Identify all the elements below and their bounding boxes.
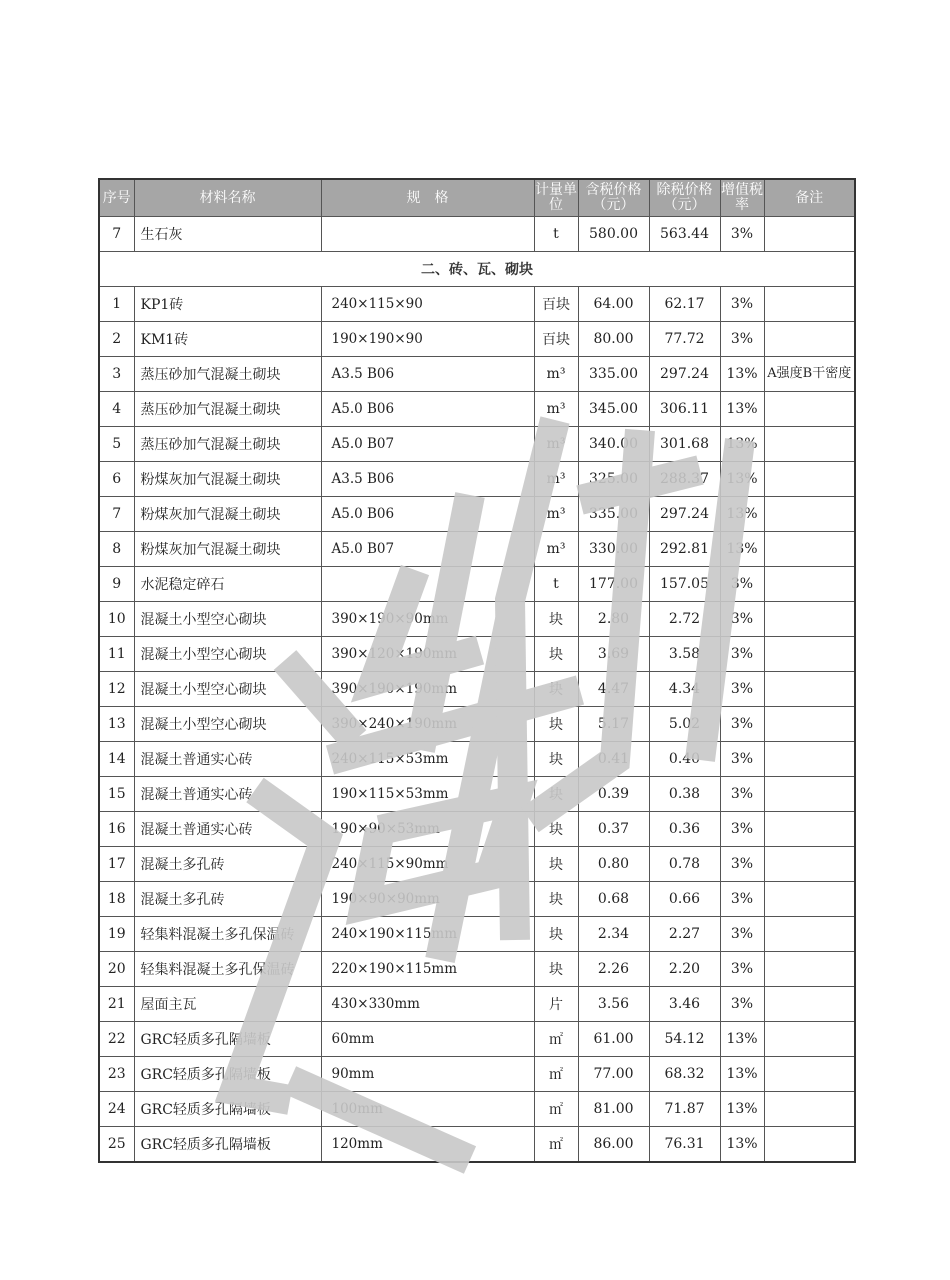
cell-rate: 3%: [720, 882, 764, 917]
table-row: [99, 847, 855, 882]
cell-spec: 90mm: [321, 1057, 534, 1092]
table-row: [99, 462, 855, 497]
cell-price-notax: 5.02: [649, 707, 720, 742]
cell-price-tax: 335.00: [578, 357, 649, 392]
cell-no: 19: [99, 917, 134, 952]
cell-no: 23: [99, 1057, 134, 1092]
cell-unit: m³: [534, 497, 578, 532]
cell-rate: 3%: [720, 672, 764, 707]
cell-spec: 240×115×90: [321, 287, 534, 322]
table-row: [99, 672, 855, 707]
cell-no: 11: [99, 637, 134, 672]
table-row: [99, 742, 855, 777]
cell-price-notax: 76.31: [649, 1127, 720, 1163]
cell-remark: [764, 1092, 855, 1127]
cell-remark: [764, 497, 855, 532]
cell-price-tax: 0.68: [578, 882, 649, 917]
header-price-notax: 除税价格（元）: [649, 179, 720, 217]
cell-price-tax: 177.00: [578, 567, 649, 602]
cell-spec: 240×190×115mm: [321, 917, 534, 952]
table-row: [99, 812, 855, 847]
cell-no: 16: [99, 812, 134, 847]
cell-spec: 390×120×190mm: [321, 637, 534, 672]
cell-unit: 块: [534, 707, 578, 742]
cell-no: 4: [99, 392, 134, 427]
cell-spec: 390×190×190mm: [321, 672, 534, 707]
cell-remark: [764, 567, 855, 602]
cell-spec: 190×90×53mm: [321, 812, 534, 847]
cell-spec: A3.5 B06: [321, 462, 534, 497]
cell-price-notax: 2.27: [649, 917, 720, 952]
cell-unit: m³: [534, 532, 578, 567]
cell-unit: 块: [534, 777, 578, 812]
cell-price-tax: 61.00: [578, 1022, 649, 1057]
header-name: 材料名称: [134, 179, 321, 217]
cell-price-tax: 5.17: [578, 707, 649, 742]
cell-no: 14: [99, 742, 134, 777]
cell-rate: 3%: [720, 777, 764, 812]
cell-price-notax: 2.20: [649, 952, 720, 987]
header-price-tax: 含税价格（元）: [578, 179, 649, 217]
cell-no: 20: [99, 952, 134, 987]
table-row: [99, 392, 855, 427]
cell-no: 25: [99, 1127, 134, 1163]
cell-price-notax: 0.66: [649, 882, 720, 917]
cell-rate: 3%: [720, 707, 764, 742]
cell-no: 13: [99, 707, 134, 742]
cell-price-tax: 3.69: [578, 637, 649, 672]
cell-spec: 240×115×53mm: [321, 742, 534, 777]
cell-price-notax: 157.05: [649, 567, 720, 602]
header-spec: 规 格: [321, 179, 534, 217]
cell-price-notax: 306.11: [649, 392, 720, 427]
table-row: [99, 497, 855, 532]
cell-no: 8: [99, 532, 134, 567]
cell-name: KM1砖: [134, 322, 321, 357]
cell-price-notax: 3.58: [649, 637, 720, 672]
cell-remark: [764, 847, 855, 882]
cell-rate: 13%: [720, 392, 764, 427]
cell-spec: A3.5 B06: [321, 357, 534, 392]
cell-rate: 3%: [720, 287, 764, 322]
cell-no: 10: [99, 602, 134, 637]
table-row: [99, 637, 855, 672]
cell-no: 21: [99, 987, 134, 1022]
table-row: [99, 1127, 855, 1163]
cell-spec: 190×115×53mm: [321, 777, 534, 812]
cell-price-notax: 292.81: [649, 532, 720, 567]
cell-name: GRC轻质多孔隔墙板: [134, 1092, 321, 1127]
cell-unit: 块: [534, 847, 578, 882]
cell-price-tax: 335.00: [578, 497, 649, 532]
cell-name: 混凝土普通实心砖: [134, 742, 321, 777]
table-row: [99, 987, 855, 1022]
cell-price-tax: 0.39: [578, 777, 649, 812]
table-row: [99, 217, 855, 252]
cell-price-notax: 563.44: [649, 217, 720, 252]
cell-no: 3: [99, 357, 134, 392]
cell-name: 粉煤灰加气混凝土砌块: [134, 532, 321, 567]
cell-name: 混凝土小型空心砌块: [134, 672, 321, 707]
cell-name: 混凝土多孔砖: [134, 847, 321, 882]
cell-remark: [764, 637, 855, 672]
table-row: [99, 882, 855, 917]
table-row: [99, 707, 855, 742]
cell-rate: 3%: [720, 987, 764, 1022]
cell-no: 1: [99, 287, 134, 322]
cell-spec: A5.0 B07: [321, 427, 534, 462]
cell-rate: 3%: [720, 322, 764, 357]
cell-unit: 块: [534, 602, 578, 637]
cell-price-tax: 2.34: [578, 917, 649, 952]
cell-name: 蒸压砂加气混凝土砌块: [134, 392, 321, 427]
section-row: [99, 252, 855, 287]
cell-price-notax: 62.17: [649, 287, 720, 322]
cell-remark: [764, 1022, 855, 1057]
cell-spec: 240×115×90mm: [321, 847, 534, 882]
cell-remark: [764, 952, 855, 987]
cell-unit: 块: [534, 812, 578, 847]
cell-rate: 3%: [720, 812, 764, 847]
cell-price-tax: 4.47: [578, 672, 649, 707]
cell-name: 混凝土小型空心砌块: [134, 707, 321, 742]
cell-remark: [764, 1057, 855, 1092]
cell-rate: 3%: [720, 602, 764, 637]
cell-remark: [764, 742, 855, 777]
cell-rate: 13%: [720, 462, 764, 497]
cell-price-tax: 330.00: [578, 532, 649, 567]
cell-unit: m³: [534, 427, 578, 462]
cell-rate: 3%: [720, 917, 764, 952]
cell-no: 22: [99, 1022, 134, 1057]
cell-spec: [321, 567, 534, 602]
cell-name: 轻集料混凝土多孔保温砖: [134, 917, 321, 952]
cell-unit: 百块: [534, 287, 578, 322]
cell-rate: 3%: [720, 567, 764, 602]
table-row: [99, 1057, 855, 1092]
header-row: [99, 179, 855, 217]
cell-unit: m³: [534, 392, 578, 427]
cell-unit: 块: [534, 882, 578, 917]
cell-name: GRC轻质多孔隔墙板: [134, 1022, 321, 1057]
cell-unit: t: [534, 567, 578, 602]
cell-remark: [764, 392, 855, 427]
cell-price-notax: 4.34: [649, 672, 720, 707]
table-row: [99, 1092, 855, 1127]
cell-rate: 3%: [720, 847, 764, 882]
cell-name: 轻集料混凝土多孔保温砖: [134, 952, 321, 987]
cell-price-tax: 345.00: [578, 392, 649, 427]
cell-rate: 3%: [720, 952, 764, 987]
cell-name: 混凝土普通实心砖: [134, 777, 321, 812]
cell-spec: 430×330mm: [321, 987, 534, 1022]
table-row: [99, 322, 855, 357]
cell-price-tax: 64.00: [578, 287, 649, 322]
cell-price-tax: 86.00: [578, 1127, 649, 1163]
cell-remark: [764, 217, 855, 252]
cell-unit: ㎡: [534, 1127, 578, 1163]
cell-unit: ㎡: [534, 1022, 578, 1057]
cell-remark: [764, 287, 855, 322]
cell-no: 15: [99, 777, 134, 812]
cell-no: 17: [99, 847, 134, 882]
table-row: [99, 357, 855, 392]
table-row: [99, 427, 855, 462]
cell-unit: 块: [534, 742, 578, 777]
cell-unit: 块: [534, 917, 578, 952]
cell-price-notax: 71.87: [649, 1092, 720, 1127]
cell-name: 蒸压砂加气混凝土砌块: [134, 357, 321, 392]
header-remark: 备注: [764, 179, 855, 217]
cell-name: 混凝土小型空心砌块: [134, 602, 321, 637]
table-row: [99, 1022, 855, 1057]
cell-price-notax: 0.38: [649, 777, 720, 812]
cell-price-notax: 3.46: [649, 987, 720, 1022]
cell-price-tax: 0.37: [578, 812, 649, 847]
table-row: [99, 917, 855, 952]
cell-name: 粉煤灰加气混凝土砌块: [134, 497, 321, 532]
cell-rate: 3%: [720, 217, 764, 252]
cell-no: 7: [99, 497, 134, 532]
cell-no: 6: [99, 462, 134, 497]
table-row: [99, 567, 855, 602]
cell-name: 水泥稳定碎石: [134, 567, 321, 602]
cell-price-tax: 80.00: [578, 322, 649, 357]
cell-price-tax: 3.56: [578, 987, 649, 1022]
cell-remark: [764, 322, 855, 357]
cell-rate: 13%: [720, 532, 764, 567]
table-row: [99, 952, 855, 987]
cell-remark: [764, 987, 855, 1022]
cell-remark: [764, 1127, 855, 1163]
cell-remark: [764, 602, 855, 637]
cell-spec: 190×190×90: [321, 322, 534, 357]
cell-name: GRC轻质多孔隔墙板: [134, 1127, 321, 1163]
cell-price-tax: 340.00: [578, 427, 649, 462]
cell-price-notax: 288.37: [649, 462, 720, 497]
header-unit: 计量单位: [534, 179, 578, 217]
cell-rate: 13%: [720, 1092, 764, 1127]
table-row: [99, 602, 855, 637]
section-title: 二、砖、瓦、砌块: [99, 252, 855, 287]
cell-price-tax: 580.00: [578, 217, 649, 252]
cell-unit: 块: [534, 672, 578, 707]
cell-name: GRC轻质多孔隔墙板: [134, 1057, 321, 1092]
cell-name: 混凝土多孔砖: [134, 882, 321, 917]
cell-unit: 片: [534, 987, 578, 1022]
material-price-table: [98, 178, 856, 1163]
cell-rate: 13%: [720, 497, 764, 532]
cell-price-tax: 0.80: [578, 847, 649, 882]
cell-remark: [764, 882, 855, 917]
cell-remark: [764, 812, 855, 847]
cell-spec: A5.0 B06: [321, 497, 534, 532]
cell-name: 混凝土普通实心砖: [134, 812, 321, 847]
cell-spec: 60mm: [321, 1022, 534, 1057]
cell-rate: 3%: [720, 742, 764, 777]
cell-no: 5: [99, 427, 134, 462]
cell-spec: 220×190×115mm: [321, 952, 534, 987]
cell-name: KP1砖: [134, 287, 321, 322]
cell-price-notax: 54.12: [649, 1022, 720, 1057]
cell-price-notax: 0.36: [649, 812, 720, 847]
cell-price-tax: 81.00: [578, 1092, 649, 1127]
cell-spec: A5.0 B07: [321, 532, 534, 567]
cell-rate: 13%: [720, 357, 764, 392]
cell-rate: 13%: [720, 427, 764, 462]
header-no: 序号: [99, 179, 134, 217]
cell-price-notax: 297.24: [649, 497, 720, 532]
cell-spec: 390×190×90mm: [321, 602, 534, 637]
cell-name: 生石灰: [134, 217, 321, 252]
cell-remark: [764, 532, 855, 567]
cell-name: 粉煤灰加气混凝土砌块: [134, 462, 321, 497]
cell-spec: 190×90×90mm: [321, 882, 534, 917]
cell-unit: 块: [534, 952, 578, 987]
cell-remark: [764, 427, 855, 462]
cell-spec: 100mm: [321, 1092, 534, 1127]
cell-name: 混凝土小型空心砌块: [134, 637, 321, 672]
cell-price-notax: 297.24: [649, 357, 720, 392]
cell-name: 蒸压砂加气混凝土砌块: [134, 427, 321, 462]
cell-unit: ㎡: [534, 1092, 578, 1127]
cell-rate: 13%: [720, 1022, 764, 1057]
cell-no: 7: [99, 217, 134, 252]
cell-unit: 块: [534, 637, 578, 672]
cell-remark: [764, 777, 855, 812]
cell-spec: [321, 217, 534, 252]
cell-remark: A强度B干密度: [764, 357, 855, 392]
cell-price-notax: 0.40: [649, 742, 720, 777]
header-rate: 增值税率: [720, 179, 764, 217]
cell-name: 屋面主瓦: [134, 987, 321, 1022]
cell-unit: ㎡: [534, 1057, 578, 1092]
cell-no: 18: [99, 882, 134, 917]
table-row: [99, 287, 855, 322]
cell-rate: 13%: [720, 1127, 764, 1163]
cell-remark: [764, 707, 855, 742]
cell-price-tax: 0.41: [578, 742, 649, 777]
cell-spec: 120mm: [321, 1127, 534, 1163]
cell-unit: 百块: [534, 322, 578, 357]
cell-price-tax: 325.00: [578, 462, 649, 497]
cell-spec: 390×240×190mm: [321, 707, 534, 742]
cell-remark: [764, 672, 855, 707]
cell-no: 12: [99, 672, 134, 707]
cell-unit: m³: [534, 462, 578, 497]
table-row: [99, 777, 855, 812]
cell-price-tax: 2.80: [578, 602, 649, 637]
cell-remark: [764, 917, 855, 952]
cell-unit: t: [534, 217, 578, 252]
cell-rate: 3%: [720, 637, 764, 672]
cell-remark: [764, 462, 855, 497]
cell-spec: A5.0 B06: [321, 392, 534, 427]
cell-price-tax: 77.00: [578, 1057, 649, 1092]
table-row: [99, 532, 855, 567]
cell-price-notax: 2.72: [649, 602, 720, 637]
cell-price-notax: 0.78: [649, 847, 720, 882]
cell-no: 9: [99, 567, 134, 602]
cell-unit: m³: [534, 357, 578, 392]
cell-no: 24: [99, 1092, 134, 1127]
cell-no: 2: [99, 322, 134, 357]
cell-price-tax: 2.26: [578, 952, 649, 987]
cell-price-notax: 68.32: [649, 1057, 720, 1092]
cell-price-notax: 301.68: [649, 427, 720, 462]
cell-price-notax: 77.72: [649, 322, 720, 357]
cell-rate: 13%: [720, 1057, 764, 1092]
